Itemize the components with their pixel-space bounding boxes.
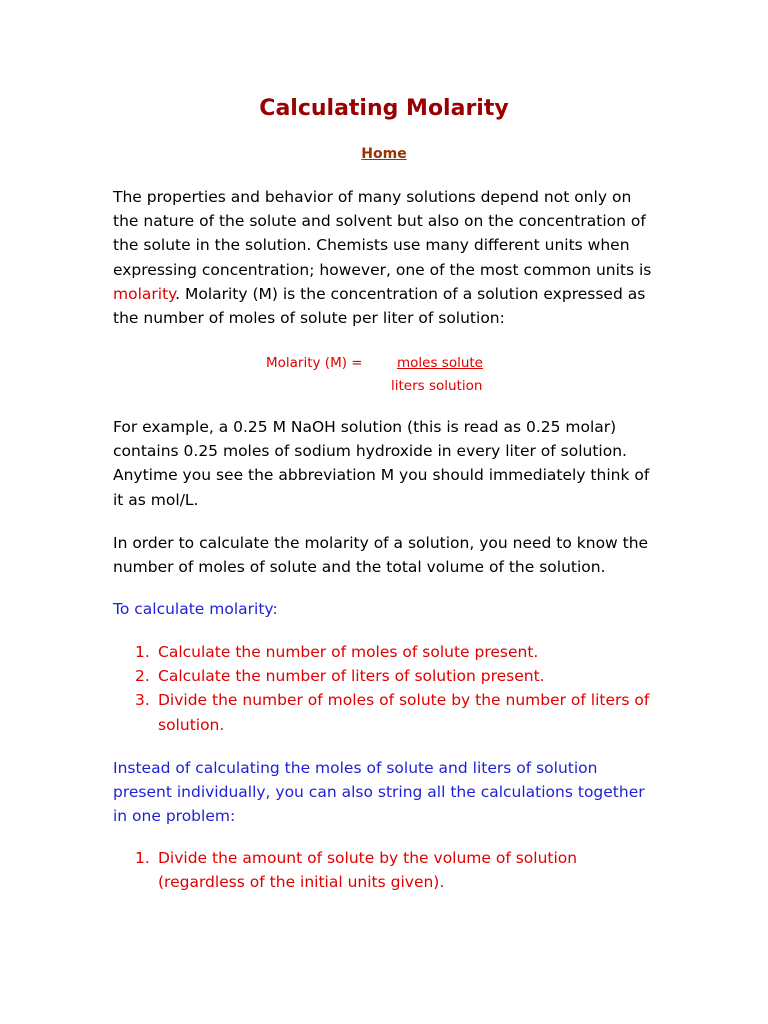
example-paragraph: For example, a 0.25 M NaOH solution (this is read as 0.25 molar) contains 0.25 moles of sodium hydroxide in every liter of solution. Anytime you see the abbreviation M you should immediately think of it as mol/L. xyxy=(113,418,650,509)
list-marker: 1. xyxy=(135,643,150,661)
intro-text-after: . Molarity (M) is the concentration of a solution expressed as the number of moles of solute per liter of solution: xyxy=(113,284,646,328)
home-link[interactable]: Home xyxy=(361,146,407,162)
intro-text-before: The properties and behavior of many solutions depend not only on the nature of the solute and solvent but also on the concentration of the solute in the solution. Chemists use many different units when expressing concentration; however, one of the most common units is xyxy=(113,188,652,279)
list-item-text: Calculate the number of liters of solution present. xyxy=(158,667,545,686)
formula-numerator: moles solute xyxy=(397,355,483,371)
list-marker: 3. xyxy=(135,691,150,710)
molarity-highlight: molarity xyxy=(113,284,176,303)
list-item xyxy=(113,640,658,664)
steps-heading: To calculate molarity: xyxy=(113,600,278,618)
alternative-paragraph: Instead of calculating the moles of solute and liters of solution present individually, you can also string all the calculations together in one problem: xyxy=(113,759,645,826)
order-paragraph: In order to calculate the molarity of a solution, you need to know the number of moles of solute and the total volume of the solution. xyxy=(113,534,649,577)
list-item-text: Calculate the number of moles of solute present. xyxy=(158,643,539,661)
list-item xyxy=(113,664,658,688)
formula-denominator: liters solution xyxy=(391,378,483,394)
list-marker: 2. xyxy=(135,667,150,686)
list-item xyxy=(113,846,658,894)
formula-lhs: Molarity (M) = xyxy=(266,355,363,371)
intro-paragraph xyxy=(113,185,658,330)
alt-steps-list xyxy=(113,846,658,894)
list-item-text: Divide the amount of solute by the volume of solution (regardless of the initial units given). xyxy=(158,849,578,892)
list-item xyxy=(113,688,658,736)
list-item-text: Divide the number of moles of solute by the number of liters of solution. xyxy=(158,691,650,734)
list-marker: 1. xyxy=(135,849,150,867)
page-title: Calculating Molarity xyxy=(259,96,509,121)
steps-list xyxy=(113,640,658,737)
